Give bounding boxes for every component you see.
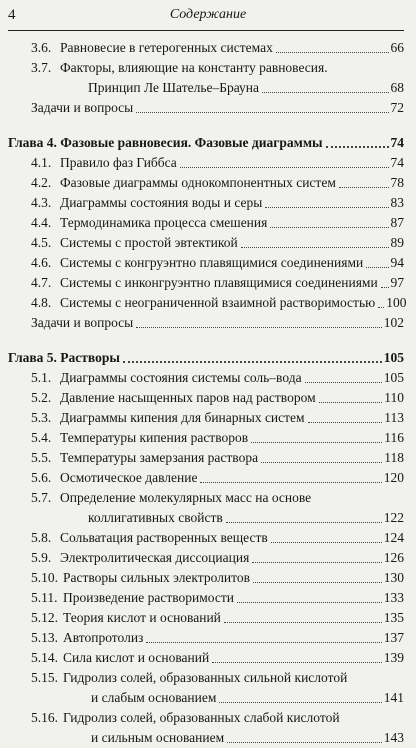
page-ref: 89	[390, 235, 404, 250]
toc-entry	[0, 428, 416, 448]
section-title: Диаграммы состояния системы соль–вода	[60, 370, 302, 385]
page-ref: 78	[390, 175, 404, 190]
section-title-continued: и сильным основанием	[91, 730, 225, 745]
section-number: 5.11.	[31, 590, 58, 605]
toc-line	[60, 508, 404, 528]
page-ref: 120	[383, 470, 404, 485]
section-number: 5.3.	[31, 410, 52, 425]
toc-entry	[0, 193, 416, 213]
toc-entry	[0, 368, 416, 388]
page-ref: 126	[383, 550, 404, 565]
section-number: 5.2.	[31, 390, 52, 405]
toc-entry	[0, 628, 416, 648]
toc-line	[60, 213, 404, 233]
toc-entry	[0, 253, 416, 273]
page-ref: 66	[390, 40, 404, 55]
toc-entry	[0, 528, 416, 548]
chapter-line	[8, 348, 404, 368]
toc-line	[60, 273, 404, 293]
section-title: Диаграммы кипения для бинарных систем	[60, 410, 305, 425]
toc-entry	[0, 173, 416, 193]
page-ref: 100	[386, 295, 407, 310]
section-number: 4.5.	[31, 235, 52, 250]
dot-leader	[180, 167, 389, 168]
dot-leader	[224, 622, 382, 623]
toc-entry	[0, 313, 416, 333]
page-ref: 72	[390, 100, 404, 115]
section-number: 4.2.	[31, 175, 52, 190]
section-gap	[0, 118, 416, 133]
page-header	[0, 0, 416, 30]
chapter-line	[8, 133, 404, 153]
toc-line	[63, 608, 404, 628]
section-title-continued: коллигативных свойств	[88, 510, 223, 525]
toc-entry	[0, 548, 416, 568]
section-number: 5.16.	[31, 710, 58, 725]
page-ref: 133	[383, 590, 404, 605]
section-title: Температуры кипения растворов	[60, 430, 249, 445]
dot-leader	[381, 287, 389, 288]
section-title: Сила кислот и оснований	[63, 650, 210, 665]
section-title: Системы с простой эвтектикой	[60, 235, 238, 250]
page-ref: 87	[390, 215, 404, 230]
page-ref: 130	[383, 570, 404, 585]
header-rule	[8, 30, 404, 31]
section-title: Фазовые диаграммы однокомпонентных систем	[60, 175, 336, 190]
section-title: Растворы сильных электролитов	[63, 570, 251, 585]
dot-leader	[212, 662, 382, 663]
dot-leader	[227, 742, 382, 743]
section-title: Гидролиз солей, образованных сильной кислотой	[63, 670, 348, 685]
chapter-page: 74	[390, 135, 404, 150]
section-title: Гидролиз солей, образованных слабой кислотой	[63, 710, 340, 725]
section-number: 4.1.	[31, 155, 52, 170]
toc-line	[60, 468, 404, 488]
toc-entry	[0, 38, 416, 58]
dot-leader	[146, 642, 381, 643]
chapter-heading	[0, 348, 416, 368]
section-title-continued: Принцип Ле Шателье–Брауна	[88, 80, 259, 95]
dot-leader	[123, 361, 382, 363]
section-number: 4.8.	[31, 295, 52, 310]
toc-line	[60, 253, 404, 273]
toc-line	[60, 448, 404, 468]
section-title: Давление насыщенных паров над раствором	[60, 390, 316, 405]
section-number: 5.7.	[31, 490, 52, 505]
toc-line	[60, 548, 404, 568]
dot-leader	[226, 522, 382, 523]
page-ref: 68	[390, 80, 404, 95]
toc-entry	[0, 98, 416, 118]
section-title-continued: и слабым основанием	[91, 690, 217, 705]
page-ref: 102	[383, 315, 404, 330]
dot-leader	[251, 442, 382, 443]
section-title: Произведение растворимости	[63, 590, 234, 605]
section-title: Факторы, влияющие на константу равновесия.	[60, 60, 328, 75]
section-number: 4.7.	[31, 275, 52, 290]
toc-line	[63, 648, 404, 668]
section-number: 3.7.	[31, 60, 52, 75]
page-ref: 116	[384, 430, 404, 445]
chapter-title: Глава 5. Растворы	[8, 350, 120, 365]
page-ref: 113	[384, 410, 404, 425]
section-number: 5.14.	[31, 650, 58, 665]
section-title: Определение молекулярных масс на основе	[60, 490, 312, 505]
section-title: Теория кислот и оснований	[63, 610, 221, 625]
toc-entry	[0, 273, 416, 293]
section-number: 5.6.	[31, 470, 52, 485]
page-ref: 124	[383, 530, 404, 545]
toc-line	[63, 568, 404, 588]
page-number: 4	[8, 7, 16, 23]
section-number: 5.1.	[31, 370, 52, 385]
section-number: 4.4.	[31, 215, 52, 230]
page-ref: 97	[390, 275, 404, 290]
running-title: Содержание	[169, 7, 247, 22]
section-title: Температуры замерзания раствора	[60, 450, 259, 465]
dot-leader	[366, 267, 388, 268]
dot-leader	[276, 52, 389, 53]
toc-entry	[0, 58, 416, 98]
dot-leader	[200, 482, 381, 483]
toc-line	[60, 78, 404, 98]
chapter-title: Глава 4. Фазовые равновесия. Фазовые диаграммы	[8, 135, 323, 150]
section-number: 5.10.	[31, 570, 58, 585]
section-gap	[0, 333, 416, 348]
toc-entry	[0, 488, 416, 528]
section-number: 5.12.	[31, 610, 58, 625]
page-ref: 94	[390, 255, 404, 270]
toc-line	[60, 408, 404, 428]
section-title: Электролитическая диссоциация	[60, 550, 250, 565]
toc-entry	[0, 468, 416, 488]
dot-leader	[261, 462, 382, 463]
toc-line	[63, 628, 404, 648]
dot-leader	[241, 247, 389, 248]
toc-line	[60, 233, 404, 253]
toc-line	[63, 588, 404, 608]
dot-leader	[326, 146, 389, 148]
dot-leader	[136, 112, 388, 113]
section-number: 5.15.	[31, 670, 58, 685]
section-number: 5.5.	[31, 450, 52, 465]
page-ref: 105	[383, 370, 404, 385]
dot-leader	[219, 702, 381, 703]
chapter-heading	[0, 133, 416, 153]
dot-leader	[308, 422, 383, 423]
section-number: 5.8.	[31, 530, 52, 545]
dot-leader	[305, 382, 382, 383]
dot-leader	[237, 602, 382, 603]
toc-line	[31, 98, 404, 118]
page-ref: 137	[383, 630, 404, 645]
page-ref: 122	[383, 510, 404, 525]
section-title: Задачи и вопросы	[31, 100, 134, 115]
toc-line	[60, 293, 407, 313]
section-title: Термодинамика процесса смешения	[60, 215, 268, 230]
dot-leader	[271, 542, 382, 543]
toc-line	[60, 368, 404, 388]
toc-entry	[0, 233, 416, 253]
toc-entry	[0, 293, 416, 313]
toc-entry	[0, 608, 416, 628]
toc-entry	[0, 588, 416, 608]
page-ref: 139	[383, 650, 404, 665]
page-ref: 135	[383, 610, 404, 625]
dot-leader	[265, 207, 388, 208]
section-title: Системы с инконгруэнтно плавящимися соединениями	[60, 275, 378, 290]
section-number: 5.4.	[31, 430, 52, 445]
section-title: Сольватация растворенных веществ	[60, 530, 268, 545]
dot-leader	[270, 227, 388, 228]
page-ref: 83	[390, 195, 404, 210]
toc-line	[63, 688, 404, 708]
dot-leader	[319, 402, 383, 403]
page-ref: 110	[384, 390, 404, 405]
section-title: Системы с конгруэнтно плавящимися соединениями	[60, 255, 364, 270]
toc-line	[60, 173, 404, 193]
toc-entry	[0, 708, 416, 748]
section-number: 3.6.	[31, 40, 52, 55]
dot-leader	[378, 307, 384, 308]
page-ref: 143	[383, 730, 404, 745]
toc-line	[60, 193, 404, 213]
section-number: 5.13.	[31, 630, 58, 645]
section-number: 4.3.	[31, 195, 52, 210]
section-title: Равновесие в гетерогенных системах	[60, 40, 273, 55]
toc-entry	[0, 388, 416, 408]
toc-line	[60, 428, 404, 448]
section-title: Системы с неограниченной взаимной растворимостью	[60, 295, 376, 310]
page-ref: 141	[383, 690, 404, 705]
page-ref: 118	[384, 450, 404, 465]
dot-leader	[252, 562, 381, 563]
toc-line	[31, 313, 404, 333]
toc-entry	[0, 668, 416, 708]
table-of-contents	[0, 38, 416, 748]
dot-leader	[339, 187, 389, 188]
section-title: Правило фаз Гиббса	[60, 155, 177, 170]
toc-entry	[0, 408, 416, 428]
toc-line	[60, 153, 404, 173]
toc-entry	[0, 448, 416, 468]
toc-line	[60, 38, 404, 58]
toc-line	[60, 388, 404, 408]
section-title: Осмотическое давление	[60, 470, 198, 485]
toc-entry	[0, 568, 416, 588]
section-title: Диаграммы состояния воды и серы	[60, 195, 263, 210]
dot-leader	[262, 92, 389, 93]
toc-entry	[0, 648, 416, 668]
section-title: Задачи и вопросы	[31, 315, 134, 330]
toc-line	[63, 728, 404, 748]
toc-entry	[0, 153, 416, 173]
page-ref: 74	[390, 155, 404, 170]
dot-leader	[136, 327, 382, 328]
toc-line	[60, 528, 404, 548]
section-number: 4.6.	[31, 255, 52, 270]
toc-entry	[0, 213, 416, 233]
section-title: Автопротолиз	[63, 630, 144, 645]
chapter-page: 105	[383, 350, 404, 365]
dot-leader	[253, 582, 382, 583]
section-number: 5.9.	[31, 550, 52, 565]
